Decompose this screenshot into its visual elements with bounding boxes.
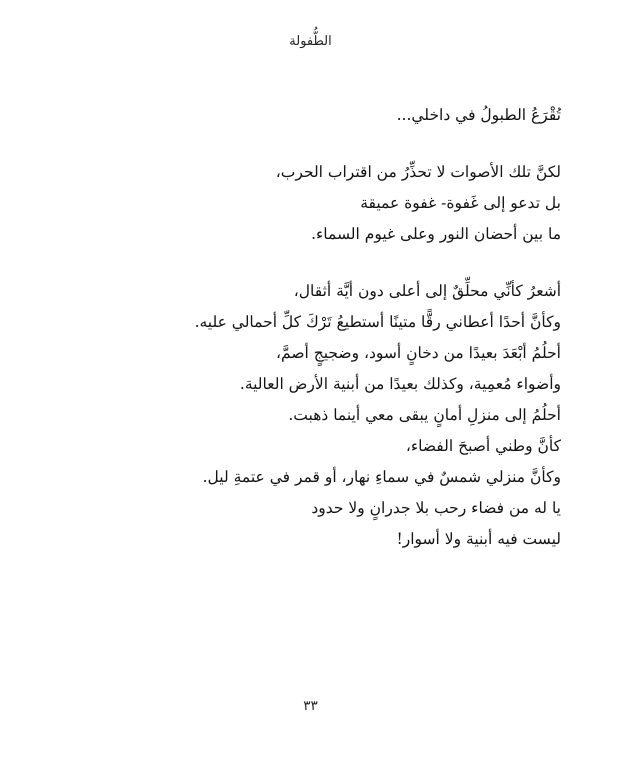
- poem-line: وكأنَّ منزلي شمسٌ في سماءِ نهار، أو قمر في عتمةِ ليل.: [202, 468, 561, 486]
- poem-line: وأضواء مُعمِية، وكذلك بعيدًا من أبنية الأرض العالية.: [239, 375, 561, 393]
- poem-line: ما بين أحضان النور وعلى غيوم السماء.: [311, 225, 561, 243]
- running-head: الطُّفولة: [289, 34, 332, 49]
- poem-line: تُقْرَعُ الطبولُ في داخلي...: [396, 106, 561, 124]
- poem-line: أشعرُ كأنِّي محلِّقٌ إلى أعلى دون أيَّة أثقال،: [293, 282, 561, 300]
- poem-line: أحلُمُ أبْعَدَ بعيدًا من دخانٍ أسود، وضجيجٍ أصمَّ،: [276, 344, 561, 362]
- poem-line: وكأنَّ أحدًا أعطاني رقًّا متينًا أستطيعُ تَرْكَ كلِّ أحمالي عليه.: [194, 313, 561, 331]
- poem-line: يا له من فضاء رحب بلا جدرانٍ ولا حدود: [311, 499, 561, 517]
- stanza: [60, 276, 561, 555]
- poem-body: [60, 100, 561, 555]
- poem-line: أحلُمُ إلى منزلِ أمانٍ يبقى معي أينما ذهبت.: [288, 406, 561, 424]
- poem-line: ليست فيه أبنية ولا أسوار!: [396, 530, 561, 548]
- stanza: [60, 157, 561, 250]
- poem-line: كأنَّ وطني أصبحَ الفضاء،: [405, 437, 561, 455]
- poem-line: بل تدعو إلى غَفوة- غفوة عميقة: [360, 194, 561, 212]
- poem-line: لكنَّ تلك الأصوات لا تحذِّرُ من اقتراب الحرب،: [275, 163, 561, 181]
- page-number: ٣٣: [303, 698, 318, 714]
- stanza: [60, 100, 561, 131]
